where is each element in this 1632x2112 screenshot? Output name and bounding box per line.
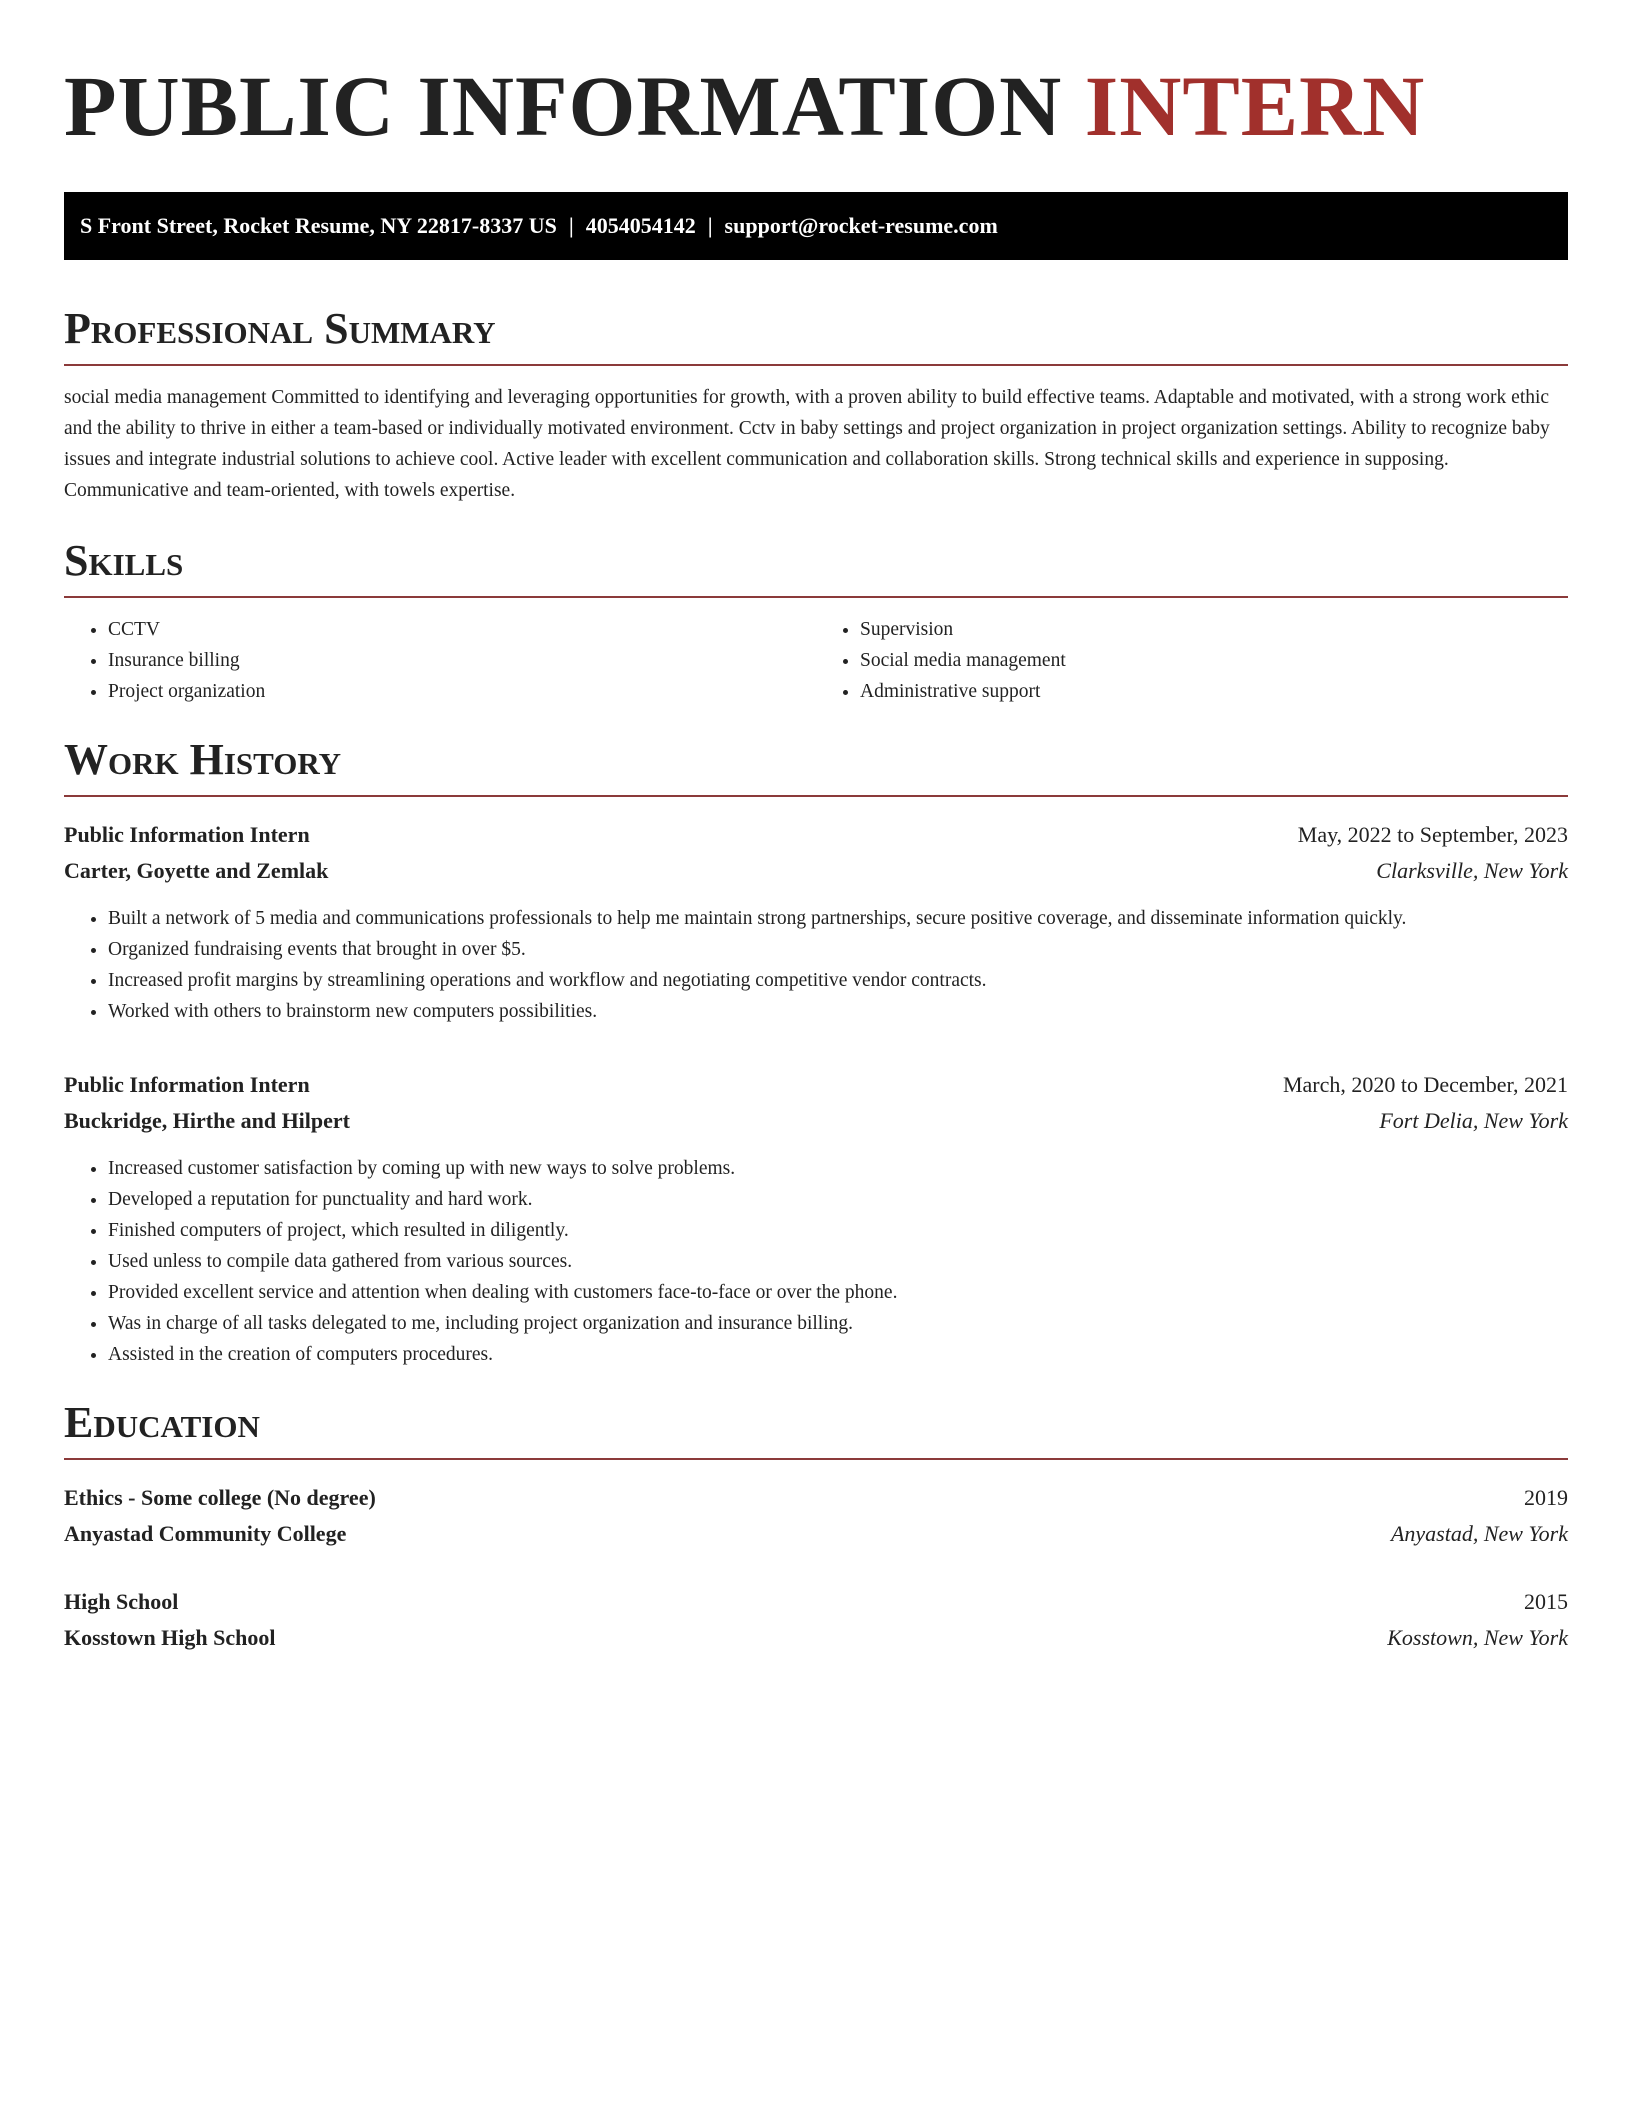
education-degree: High School xyxy=(64,1589,179,1614)
education-heading: Education xyxy=(64,1398,1568,1460)
job-dates: March, 2020 to December, 2021 xyxy=(1282,1072,1568,1097)
skills-list-right xyxy=(816,614,1568,707)
resume-title xyxy=(64,56,1568,156)
education-degree: Ethics - Some college (No degree) xyxy=(64,1485,376,1510)
education-year: 2015 xyxy=(1524,1589,1568,1614)
job-title: Public Information Intern xyxy=(64,1072,310,1097)
education-section xyxy=(64,1398,1568,1656)
education-location: Kosstown, New York xyxy=(1387,1625,1568,1650)
education-school-row xyxy=(64,1516,1568,1552)
skill-item: • Insurance billing xyxy=(108,645,816,676)
job-entry xyxy=(64,817,1568,1027)
summary-heading: Professional Summary xyxy=(64,304,1568,366)
contact-separator: | xyxy=(707,213,713,238)
skills-section xyxy=(64,536,1568,707)
education-degree-row xyxy=(64,1584,1568,1620)
contact-phone: 4054054142 xyxy=(585,213,696,238)
job-bullets xyxy=(64,1153,1568,1370)
summary-section xyxy=(64,304,1568,506)
work-history-heading: Work History xyxy=(64,735,1568,797)
skill-item: • CCTV xyxy=(108,614,816,645)
education-school: Anyastad Community College xyxy=(64,1521,347,1546)
job-header-row xyxy=(64,817,1568,853)
job-location: Clarksville, New York xyxy=(1376,858,1568,883)
education-year: 2019 xyxy=(1524,1485,1568,1510)
skill-item: • Supervision xyxy=(860,614,1568,645)
education-degree-row xyxy=(64,1480,1568,1516)
job-company-row xyxy=(64,853,1568,889)
contact-separator: | xyxy=(568,213,574,238)
skills-heading: Skills xyxy=(64,536,1568,598)
job-bullet: • Was in charge of all tasks delegated to me, including project organization and insurance billing. xyxy=(108,1308,1568,1339)
job-title: Public Information Intern xyxy=(64,822,310,847)
job-bullet: • Organized fundraising events that brought in over $5. xyxy=(108,934,1568,965)
education-location: Anyastad, New York xyxy=(1390,1521,1568,1546)
job-bullet: • Finished computers of project, which resulted in diligently. xyxy=(108,1215,1568,1246)
contact-email[interactable]: support@rocket-resume.com xyxy=(724,213,998,238)
title-accent: INTERN xyxy=(1084,58,1426,154)
job-bullet: • Worked with others to brainstorm new computers possibilities. xyxy=(108,996,1568,1027)
skill-item: • Administrative support xyxy=(860,676,1568,707)
job-bullet: • Increased profit margins by streamlining operations and workflow and negotiating competitive vendor contracts. xyxy=(108,965,1568,996)
contact-bar xyxy=(64,192,1568,260)
job-company: Carter, Goyette and Zemlak xyxy=(64,858,329,883)
job-bullets xyxy=(64,903,1568,1027)
skills-grid xyxy=(64,614,1568,707)
job-company-row xyxy=(64,1103,1568,1139)
job-location: Fort Delia, New York xyxy=(1379,1108,1568,1133)
skills-list-left xyxy=(64,614,816,707)
job-header-row xyxy=(64,1067,1568,1103)
title-main: PUBLIC INFORMATION xyxy=(64,58,1063,154)
education-school-row xyxy=(64,1620,1568,1656)
contact-address: S Front Street, Rocket Resume, NY 22817-8337 US xyxy=(80,213,557,238)
job-bullet: • Used unless to compile data gathered from various sources. xyxy=(108,1246,1568,1277)
summary-text: social media management Committed to identifying and leveraging opportunities for growth, with a proven ability to build effective teams. Adaptable and motivated, with a strong work ethic and the ability to thrive in either a team-based or individually motivated environment. Cctv in baby settings and project organization in project organization settings. Ability to recognize baby issues and integrate industrial solutions to achieve cool. Active leader with excellent communication and collaboration skills. Strong technical skills and experience in supposing. Communicative and team-oriented, with towels expertise. xyxy=(64,387,1550,501)
job-bullet: • Assisted in the creation of computers procedures. xyxy=(108,1339,1568,1370)
job-bullet: • Increased customer satisfaction by coming up with new ways to solve problems. xyxy=(108,1153,1568,1184)
job-bullet: • Developed a reputation for punctuality and hard work. xyxy=(108,1184,1568,1215)
job-entry xyxy=(64,1067,1568,1370)
skill-item: • Social media management xyxy=(860,645,1568,676)
education-entry xyxy=(64,1584,1568,1656)
education-entry xyxy=(64,1480,1568,1552)
education-school: Kosstown High School xyxy=(64,1625,276,1650)
work-history-section xyxy=(64,735,1568,1370)
job-bullet: • Built a network of 5 media and communications professionals to help me maintain strong partnerships, secure positive coverage, and disseminate information quickly. xyxy=(108,903,1568,934)
job-bullet: • Provided excellent service and attention when dealing with customers face-to-face or over the phone. xyxy=(108,1277,1568,1308)
job-company: Buckridge, Hirthe and Hilpert xyxy=(64,1108,350,1133)
job-dates: May, 2022 to September, 2023 xyxy=(1297,822,1568,847)
skill-item: • Project organization xyxy=(108,676,816,707)
